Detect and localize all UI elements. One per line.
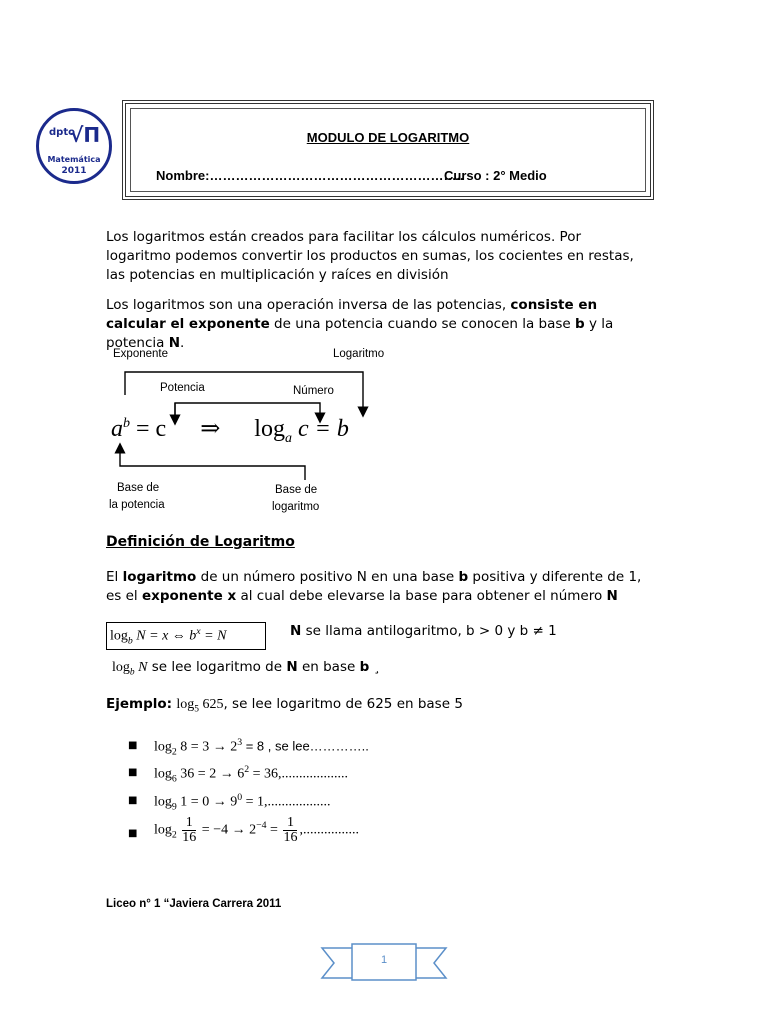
text: y la potencia: [106, 316, 614, 351]
sub: 9: [171, 801, 177, 813]
intro-paragraph: Los logaritmos están creados para facilitar los cálculos numéricos. Por logaritmo podemos convertir los productos en sumas, los cocientes en restas, las potencias en multiplicación y raíces en división: [106, 229, 634, 283]
diagram-formula: [111, 414, 349, 447]
header-box: [122, 100, 654, 200]
example-item-1: [154, 737, 369, 757]
text: de una potencia cuando se conocen la base: [269, 316, 576, 332]
bullet: ■: [128, 740, 138, 751]
example-label: Ejemplo:: [106, 696, 173, 712]
page-number-ribbon: [320, 942, 448, 984]
text: N = x ⇔ b: [132, 628, 197, 644]
text: = −4 → 2: [198, 822, 257, 838]
log: log: [154, 739, 172, 755]
denominator: 16: [283, 830, 298, 845]
text-bold: N: [290, 623, 302, 639]
sup: 3: [237, 737, 243, 748]
log: log: [112, 660, 130, 675]
sub: 2: [171, 746, 177, 758]
reads-note: [112, 658, 380, 683]
logo-year: 2011: [61, 166, 87, 176]
text-bold: logaritmo: [122, 569, 197, 585]
department-logo: [36, 108, 112, 184]
label-base-potencia-1: Base de: [117, 482, 160, 494]
text-bold: b: [359, 659, 370, 675]
text: se lee logaritmo de: [147, 659, 287, 675]
bullet: ■: [128, 828, 138, 839]
text: ,................: [299, 822, 359, 838]
text: Los logaritmos son una operación inversa de las potencias,: [106, 297, 511, 313]
bullet: ■: [128, 795, 138, 806]
sup: 2: [244, 764, 250, 775]
definition-formula-box: [106, 622, 266, 650]
text: se llama antilogaritmo, b > 0 y b ≠ 1: [301, 623, 557, 639]
sub: 5: [194, 704, 199, 715]
sub: b: [129, 667, 135, 678]
text-bold: consiste en calcular el exponente: [106, 297, 598, 332]
implies-arrow: ⇒: [200, 416, 221, 442]
example-item-3: [154, 792, 331, 812]
formula-exp: b: [123, 416, 130, 431]
log: log: [154, 822, 172, 838]
text: 1 = 0 → 9: [176, 794, 238, 810]
text: positiva y diferente de 1, es el: [106, 569, 642, 604]
text-bold: N: [606, 588, 618, 604]
text: de un número positivo N en una base: [196, 569, 459, 585]
fraction: [182, 816, 196, 845]
text-bold: exponente x: [141, 588, 237, 604]
log: log: [110, 628, 128, 644]
logo-symbol: √Π: [70, 123, 101, 147]
text: N: [134, 660, 148, 675]
label-potencia: Potencia: [160, 382, 205, 394]
definition-paragraph: [106, 568, 651, 606]
numerator: 1: [283, 816, 297, 831]
label-base-log-2: logaritmo: [272, 501, 320, 513]
footer-school: Liceo n° 1 “Javiera Carrera 2011: [106, 898, 282, 910]
text: 625: [198, 697, 224, 712]
text: 8 = 3 → 2: [176, 739, 238, 755]
base-arrow: [120, 448, 305, 480]
sub: 6: [171, 773, 177, 785]
label-exponente: Exponente: [113, 348, 168, 360]
antilog-note: [290, 622, 557, 641]
bullet: ■: [128, 767, 138, 778]
example-item-2: [154, 764, 348, 784]
fraction: [283, 816, 297, 845]
formula-log: log: [254, 416, 285, 442]
example-item-4: [154, 816, 359, 845]
text: =: [266, 822, 282, 838]
sup: x: [196, 626, 201, 637]
text-bold: N: [168, 335, 181, 351]
sub: b: [127, 635, 133, 647]
denominator: 16: [182, 830, 197, 845]
text-bold: b: [458, 569, 469, 585]
definition-heading: Definición de Logaritmo: [106, 534, 295, 550]
formula-right: c = b: [297, 416, 349, 442]
text: = 8 , se lee…………..: [242, 738, 369, 754]
formula-a: a: [111, 416, 123, 442]
log: log: [154, 766, 172, 782]
formula-log-base: a: [284, 430, 292, 446]
text: .: [180, 335, 185, 351]
numerator: 1: [182, 816, 196, 831]
text: , se lee logaritmo de 625 en base 5: [223, 696, 463, 712]
label-logaritmo: Logaritmo: [333, 348, 385, 360]
label-numero: Número: [293, 385, 334, 397]
text-bold: N: [286, 659, 298, 675]
text: El: [106, 569, 123, 585]
log: log: [154, 794, 172, 810]
page-number: 1: [380, 954, 388, 966]
page-title: MODULO DE LOGARITMO: [306, 130, 470, 145]
logo-dpto: dpto: [49, 127, 75, 138]
nombre-field: Nombre:…………………………………………………..: [156, 168, 464, 183]
text: ¸: [369, 659, 381, 675]
label-base-log-1: Base de: [275, 484, 318, 496]
sup: −4: [256, 820, 267, 832]
curso-label: Curso : 2° Medio: [444, 168, 547, 183]
text: = 1,..................: [242, 794, 331, 810]
text: = 36,...................: [249, 766, 349, 782]
text: 36 = 2 → 6: [176, 766, 245, 782]
sup: 0: [237, 792, 243, 803]
text: en base: [297, 659, 360, 675]
logo-matematica: Matemática: [47, 155, 101, 164]
log-diagram: [105, 340, 405, 520]
sub: 2: [171, 829, 177, 841]
text: al cual debe elevarse la base para obtener el número: [236, 588, 607, 604]
log: log: [176, 697, 195, 712]
example-line: [106, 695, 463, 720]
text-bold: b: [575, 316, 585, 332]
text: = N: [200, 628, 227, 644]
definition-formula: [110, 626, 226, 646]
label-base-potencia-2: la potencia: [109, 499, 165, 511]
formula-eq: = c: [136, 416, 167, 442]
